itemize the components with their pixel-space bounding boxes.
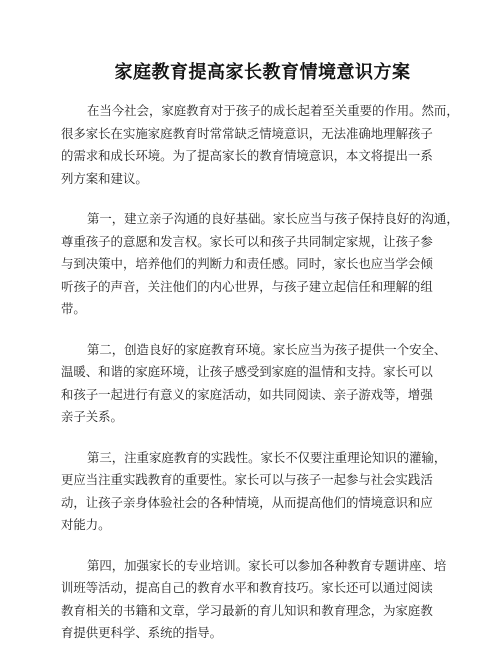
paragraph-line: 听孩子的声音，关注他们的内心世界，与孩子建立起信任和理解的组 — [61, 278, 433, 294]
paragraph-line: 教育相关的书籍和文章，学习最新的育儿知识和教育理念，为家庭教 — [61, 602, 433, 618]
paragraph-line: 温暖、和谐的家庭环境，让孩子感受到家庭的温情和支持。家长可以 — [61, 364, 433, 379]
paragraph-fourth — [61, 555, 468, 645]
paragraph-line: 对能力。 — [61, 517, 111, 532]
paragraph-line: 很多家长在实施家庭教育时常常缺乏情境意识，无法准确地理解孩子 — [61, 125, 433, 141]
paragraph-line: 的需求和成长环境。为了提高家长的教育情境意识，本文将提出一系 — [61, 148, 433, 163]
paragraph-line: 列方案和建议。 — [61, 170, 148, 186]
paragraph-first — [61, 208, 468, 321]
paragraph-line: 第三，注重家庭教育的实践性。家长不仅要注重理论知识的灌输， — [87, 449, 447, 465]
paragraph-second — [61, 339, 468, 429]
paragraph-intro — [61, 100, 468, 190]
paragraph-line: 第四，加强家长的专业培训。家长可以参加各种教育专题讲座、培 — [87, 557, 447, 573]
paragraph-line: 亲子关系。 — [61, 409, 123, 424]
paragraph-third — [61, 447, 468, 537]
paragraph-line: 训班等活动，提高自己的教育水平和教育技巧。家长还可以通过阅读 — [61, 580, 433, 595]
paragraph-line: 动，让孩子亲身体验社会的各种情境，从而提高他们的情境意识和应 — [61, 494, 433, 510]
document-title: 家庭教育提高家长教育情境意识方案 — [114, 62, 411, 83]
paragraph-line: 第一，建立亲子沟通的良好基础。家长应当与孩子保持良好的沟通， — [87, 211, 459, 226]
paragraph-line: 在当今社会，家庭教育对于孩子的成长起着至关重要的作用。然而， — [87, 103, 459, 118]
paragraph-line: 和孩子一起进行有意义的家庭活动，如共同阅读、亲子游戏等，增强 — [61, 386, 433, 402]
paragraph-line: 与到决策中，培养他们的判断力和责任感。同时，家长也应当学会倾 — [61, 256, 433, 271]
paragraph-line: 带。 — [61, 301, 86, 316]
paragraph-line: 育提供更科学、系统的指导。 — [61, 625, 223, 640]
paragraph-line: 第二，创造良好的家庭教育环境。家长应当为孩子提供一个安全、 — [87, 341, 447, 357]
paragraph-line: 更应当注重实践教育的重要性。家长可以与孩子一起参与社会实践活 — [61, 472, 433, 487]
paragraph-line: 尊重孩子的意愿和发言权。家长可以和孩子共同制定家规，让孩子参 — [61, 233, 433, 249]
